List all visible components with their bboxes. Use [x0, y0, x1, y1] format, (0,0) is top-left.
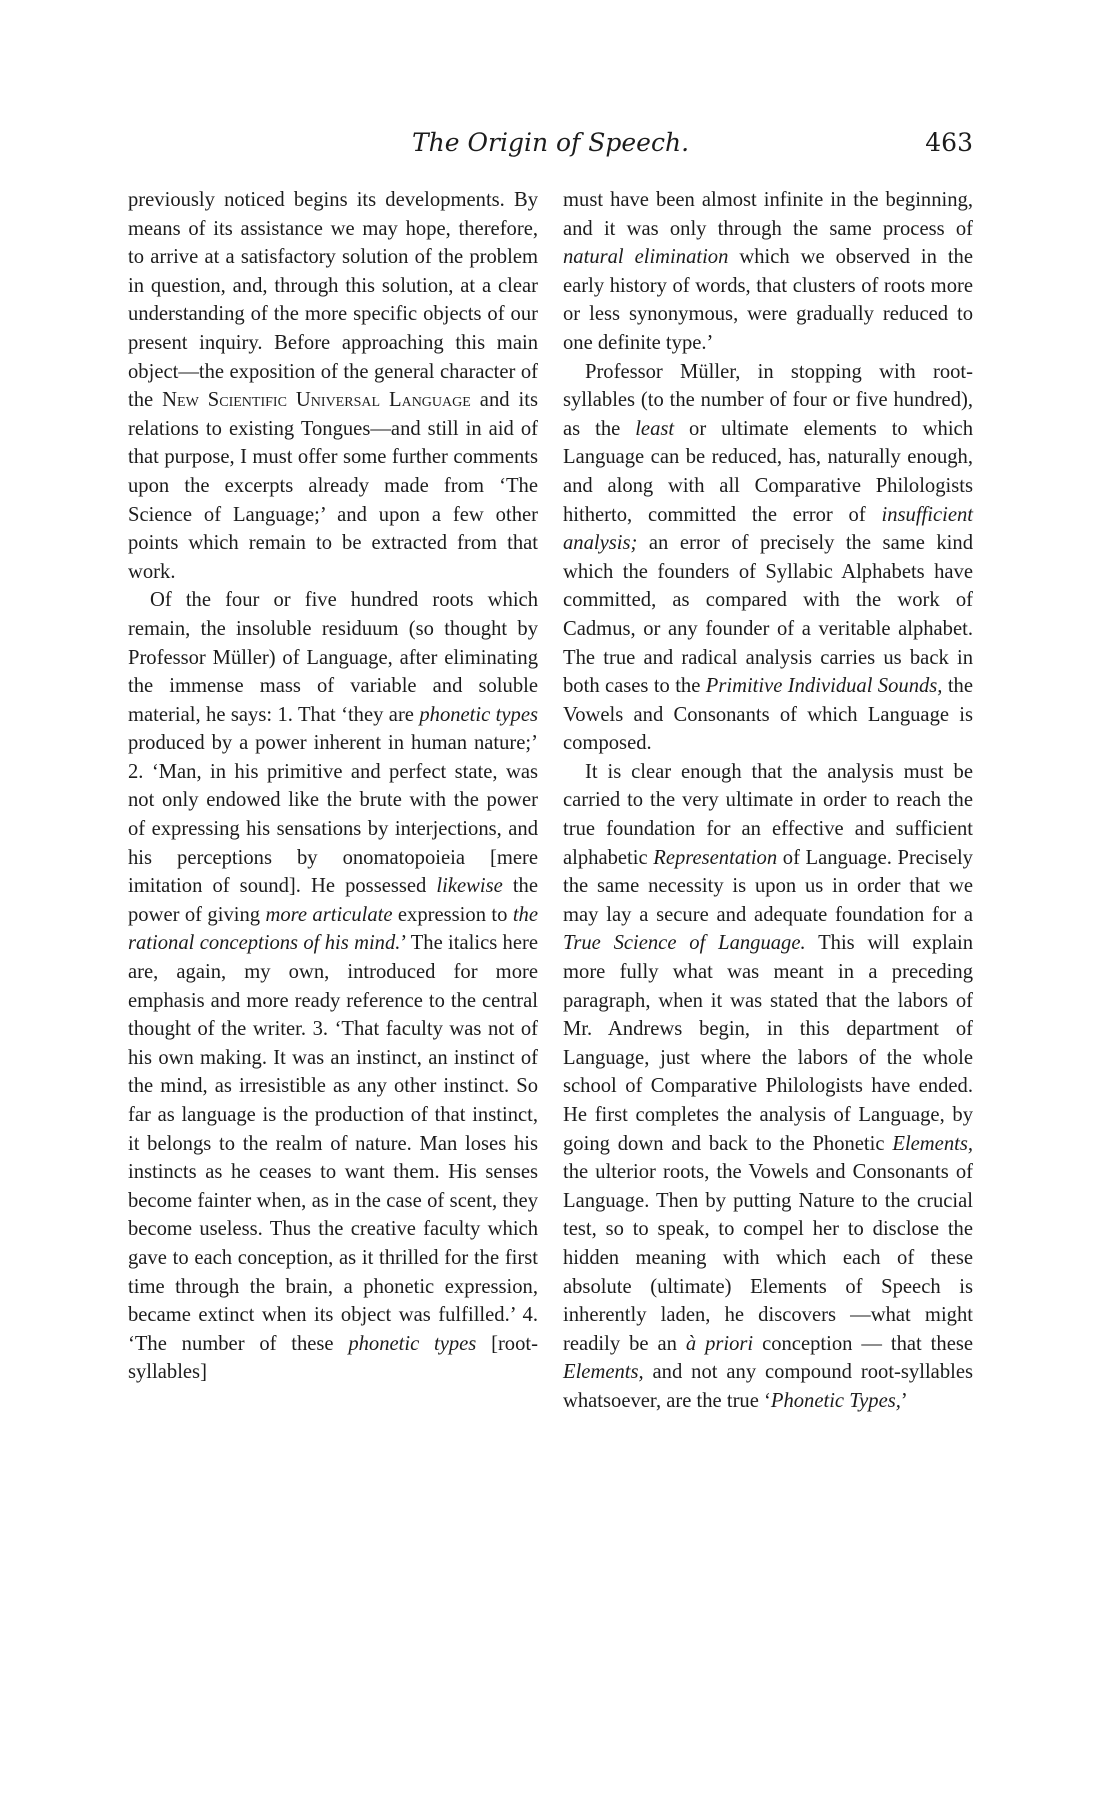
paragraph [128, 586, 538, 1387]
text-run: It is clear enough that the analysis must be carried to the very ultimate in order to reach the true foundation for an effective and sufficient alphabetic [563, 760, 973, 869]
text-run: Professor Müller, in stopping with root-syllables (to the number of four or five hundred), as the [563, 360, 973, 440]
italic-text: True Science of Language. [563, 932, 806, 955]
text-run: which we observed in the early history of words, that clusters of roots more or less synonymous, were gradually reduced to one definite type.’ [563, 246, 973, 354]
text-run: and its relations to existing Tongues—and still in aid of that purpose, I must offer some further comments upon the excerpts already made from ‘The Science of Language;’ and upon a few other points which remain to be extracted from that work. [128, 389, 538, 583]
text-run: ’ [900, 1389, 908, 1412]
paragraph [128, 186, 538, 586]
small-caps-term: New Scientific Universal Language [162, 389, 471, 412]
italic-text: likewise [436, 875, 503, 898]
page-number: 463 [925, 128, 973, 157]
text-run: This will explain more fully what was meant in a preceding paragraph, when it was stated that the labors of Mr. Andrews begin, in this department of Language, just where the labors of the whole school of Comparative Philologists have ended. He first completes the analysis of Language, by going down and back to the Phonetic [563, 932, 973, 1155]
page-header [128, 128, 973, 168]
paragraph [563, 186, 973, 358]
text-run: ’ The italics here are, again, my own, introduced for more emphasis and more ready reference to the central thought of the writer. 3. ‘That faculty was not of his own making. It was an instinct, an instinct of the mind, as irresistible as any other instinct. So far as language is the production of that instinct, it belongs to the realm of nature. Man loses his instincts as he ceases to want them. His senses become fainter when, as in the case of scent, they become useless. Thus the creative faculty which gave to each conception, as it thrilled for the first time through the brain, a phonetic expression, became extinct when its object was fulfilled.’ 4. ‘The number of these [128, 932, 538, 1355]
italic-text: the rational conceptions of his mind. [128, 903, 538, 955]
text-run: [root-syllables] [128, 1332, 538, 1384]
italic-text: insufficient analysis; [563, 503, 973, 555]
text-run: the Vowels and Consonants of which Language is composed. [563, 675, 973, 755]
italic-text: Phonetic Types, [770, 1389, 901, 1412]
text-run: an error of precisely the same kind which the founders of Syllabic Alphabets have committed, as compared with the work of Cadmus, or any founder of a veritable alphabet. The true and radical analysis carries us back in both cases to the [563, 532, 973, 698]
right-column [563, 186, 973, 1416]
text-run: the ulterior roots, the Vowels and Consonants of Language. Then by putting Nature to the crucial test, so to speak, to compel her to disclose the hidden meaning with which each of these absolute (ultimate) Elements of Speech is inherently laden, he discovers —what might readily be an [563, 1161, 973, 1355]
italic-text: more articulate [265, 903, 393, 926]
text-run: conception — that these [753, 1332, 973, 1355]
text-run: must have been almost infinite in the beginning, and it was only through the same process of [563, 189, 973, 240]
italic-text: least [635, 417, 675, 440]
italic-text: Elements, [563, 1361, 644, 1384]
italic-text: phonetic types [348, 1332, 477, 1355]
italic-text: phonetic types [419, 703, 538, 726]
paragraph [563, 758, 973, 1416]
text-run: previously noticed begins its developments. By means of its assistance we may hope, therefore, to arrive at a satisfactory solution of the problem in question, and, through this solution, at a clear understanding of the more specific objects of our present inquiry. Before approaching this main object—the exposition of the general character of the [128, 189, 538, 412]
text-run: the power of giving [128, 875, 538, 926]
text-run: or ultimate elements to which Language can be reduced, has, naturally enough, and along with all Comparative Philologists hitherto, committed the error of [563, 417, 973, 526]
italic-text: natural elimination [563, 246, 729, 269]
running-title: The Origin of Speech. [411, 128, 690, 157]
left-column [128, 186, 538, 1387]
paragraph [563, 358, 973, 758]
italic-text: à priori [685, 1332, 754, 1355]
italic-text: Primitive Individual Sounds, [705, 675, 943, 698]
text-run: Of the four or five hundred roots which remain, the insoluble residuum (so thought by Professor Müller) of Language, after eliminating the immense mass of variable and soluble material, he says: 1. That ‘they are [128, 589, 538, 726]
italic-text: Representation [653, 846, 778, 869]
text-run: and not any compound root-syllables whatsoever, are the true ‘ [563, 1361, 973, 1412]
text-run: expression to [392, 903, 513, 926]
text-run: of Language. Precisely the same necessity is upon us in order that we may lay a secure and adequate foundation for a [563, 846, 973, 926]
italic-text: Elements, [892, 1132, 973, 1155]
text-run: produced by a power inherent in human nature;’ 2. ‘Man, in his primitive and perfect state, was not only endowed like the brute with the power of expressing his sensations by interjections, and his perceptions by onomatopoieia [mere imitation of sound]. He possessed [128, 732, 538, 898]
